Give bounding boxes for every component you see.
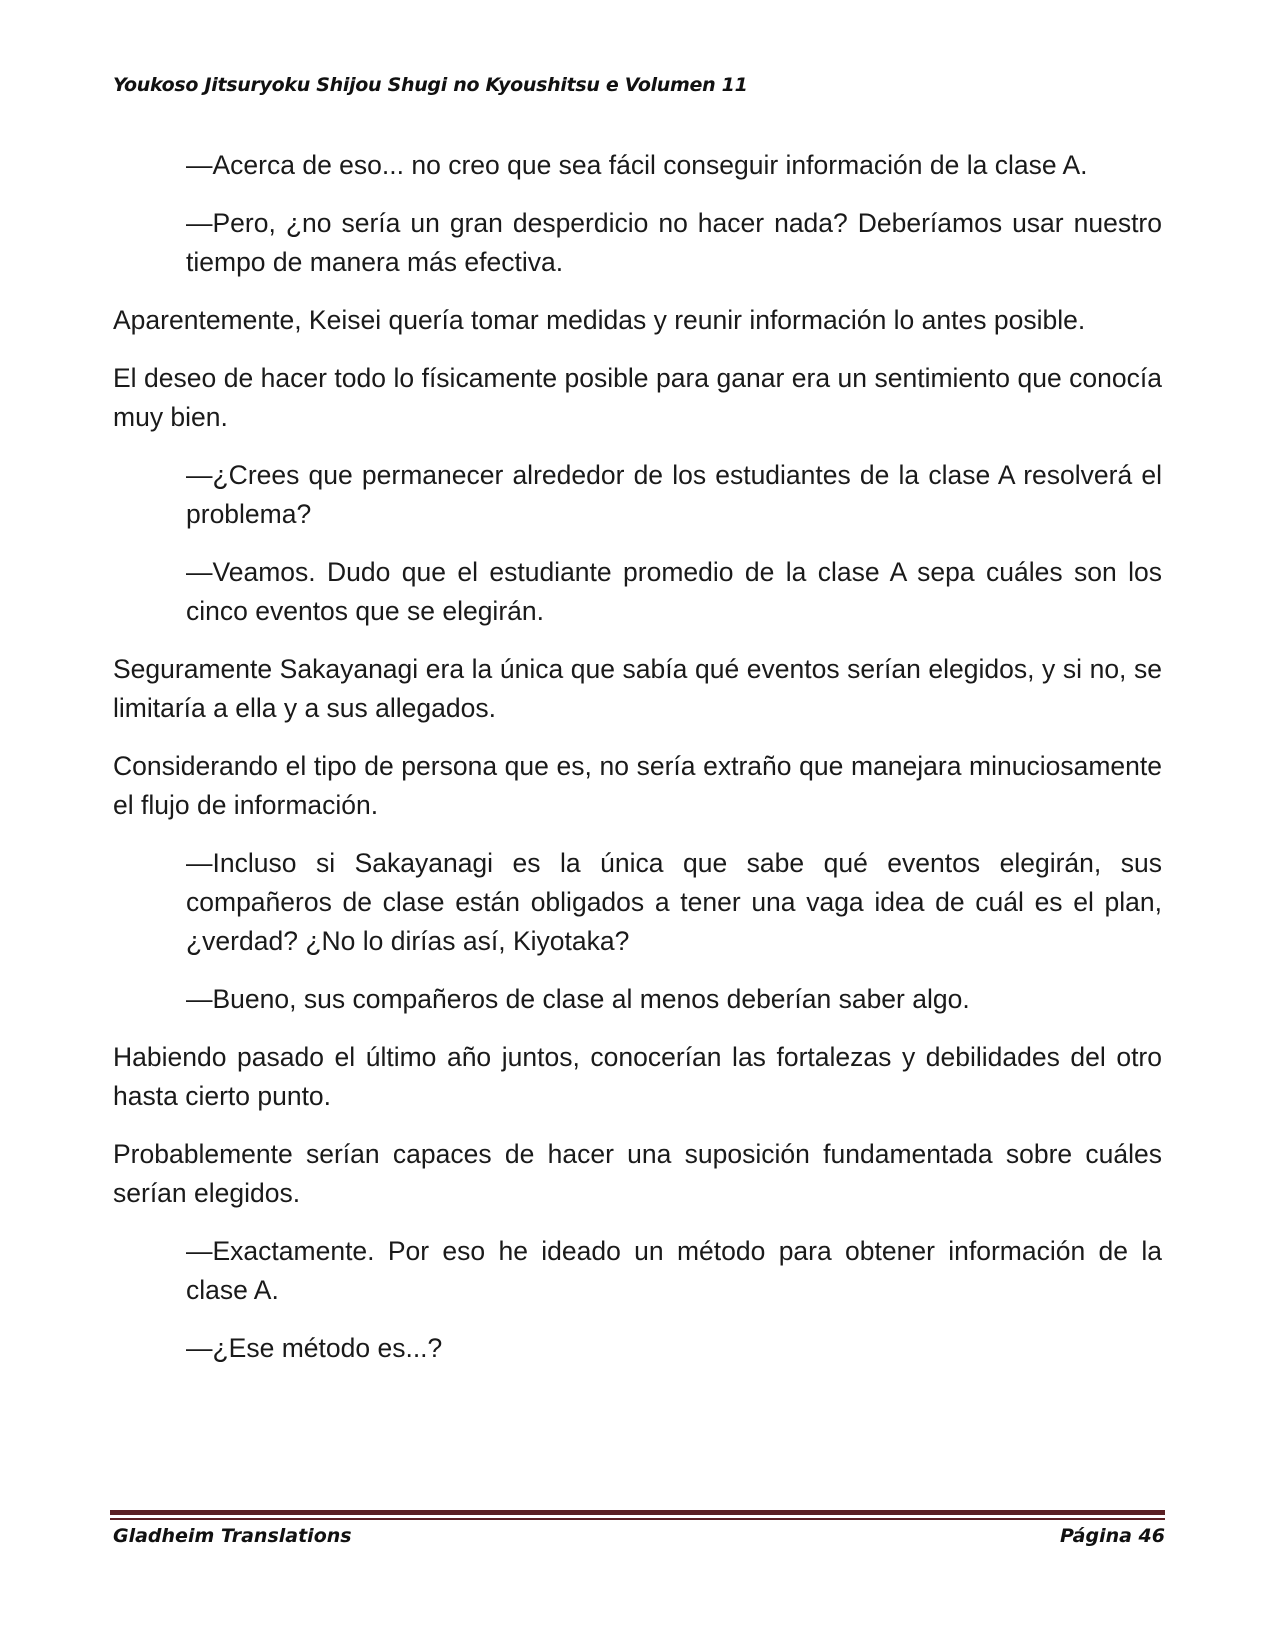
- footer-page-number: Página 46: [1059, 1525, 1165, 1547]
- paragraph-narration: El deseo de hacer todo lo físicamente posible para ganar era un sentimiento que conocía muy bien.: [113, 363, 1162, 432]
- paragraph-dialogue: —Exactamente. Por eso he ideado un método para obtener información de la clase A.: [186, 1236, 1162, 1305]
- footer-divider-thin: [110, 1518, 1165, 1520]
- paragraph-narration: Probablemente serían capaces de hacer una suposición fundamentada sobre cuáles serían elegidos.: [113, 1139, 1162, 1208]
- footer-publisher: Gladheim Translations: [113, 1525, 352, 1547]
- paragraph-dialogue: —Pero, ¿no sería un gran desperdicio no hacer nada? Deberíamos usar nuestro tiempo de manera más efectiva.: [186, 208, 1162, 277]
- paragraph-narration: Aparentemente, Keisei quería tomar medidas y reunir información lo antes posible.: [113, 305, 1086, 335]
- paragraph-dialogue: —Veamos. Dudo que el estudiante promedio de la clase A sepa cuáles son los cinco eventos que se elegirán.: [186, 557, 1162, 626]
- paragraph-dialogue: —Bueno, sus compañeros de clase al menos deberían saber algo.: [186, 984, 970, 1014]
- paragraph-dialogue: —Acerca de eso... no creo que sea fácil conseguir información de la clase A.: [186, 150, 1088, 180]
- header-title: Youkoso Jitsuryoku Shijou Shugi no Kyoushitsu e Volumen 11: [113, 74, 748, 96]
- footer-divider-thick: [110, 1510, 1165, 1515]
- paragraph-narration: Habiendo pasado el último año juntos, conocerían las fortalezas y debilidades del otro hasta cierto punto.: [113, 1042, 1162, 1111]
- paragraph-dialogue: —Incluso si Sakayanagi es la única que sabe qué eventos elegirán, sus compañeros de clase están obligados a tener una vaga idea de cuál es el plan, ¿verdad? ¿No lo dirías así, Kiyotaka?: [186, 848, 1162, 956]
- paragraph-dialogue: —¿Crees que permanecer alrededor de los estudiantes de la clase A resolverá el problema?: [186, 460, 1162, 529]
- paragraph-narration: Seguramente Sakayanagi era la única que sabía qué eventos serían elegidos, y si no, se limitaría a ella y a sus allegados.: [113, 654, 1162, 723]
- paragraph-dialogue: —¿Ese método es...?: [186, 1333, 443, 1363]
- page-body: [113, 146, 1162, 1387]
- paragraph-narration: Considerando el tipo de persona que es, no sería extraño que manejara minuciosamente el flujo de información.: [113, 751, 1162, 820]
